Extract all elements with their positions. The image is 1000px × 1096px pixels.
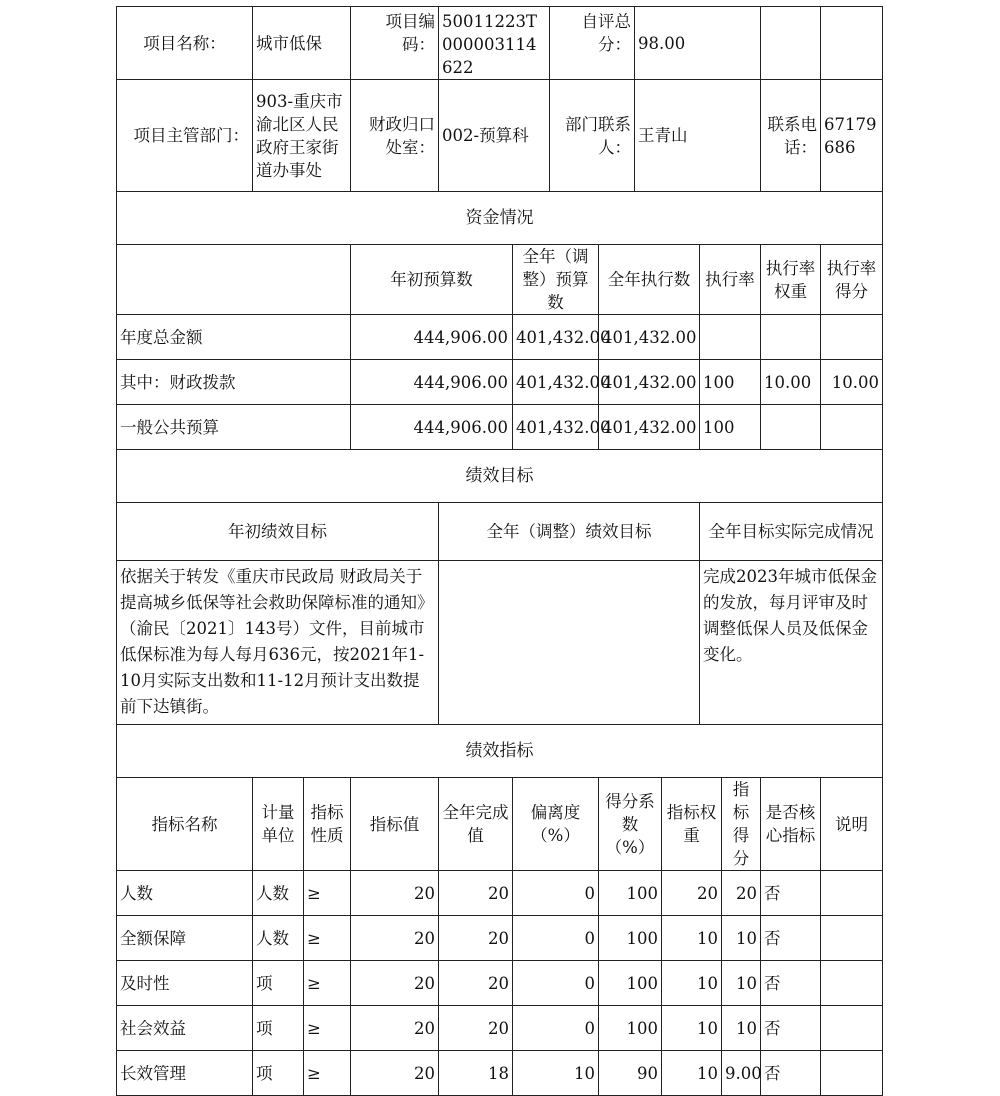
ind-unit: 项: [253, 1051, 304, 1096]
project-name-label: 项目名称：: [117, 7, 253, 80]
funds-section-title: 资金情况: [117, 192, 883, 245]
ind-coef: 90: [599, 1051, 662, 1096]
ind-target: 20: [351, 916, 439, 961]
goals-actual-text: 完成2023年城市低保金的发放，每月评审及时调整低保人员及低保金变化。: [700, 561, 883, 725]
ind-deviation: 0: [513, 916, 599, 961]
ind-header-target: 指标值: [351, 778, 439, 871]
ind-weight: 20: [662, 871, 722, 916]
ind-coef: 100: [599, 1006, 662, 1051]
ind-note: [821, 1051, 883, 1096]
ind-target: 20: [351, 1006, 439, 1051]
ind-nature: ≥: [304, 1051, 351, 1096]
phone-value: 67179686: [821, 80, 883, 192]
indicator-row: [117, 871, 883, 916]
project-name-value: 城市低保: [253, 7, 351, 80]
ind-header-nature: 指标性质: [304, 778, 351, 871]
funds-header-score: 执行率得分: [821, 245, 883, 315]
ind-core: 否: [761, 1051, 821, 1096]
ind-deviation: 0: [513, 1006, 599, 1051]
funds-weight: [761, 315, 821, 360]
funds-rate: [700, 315, 761, 360]
indicator-row: [117, 1006, 883, 1051]
funds-adjusted: 401,432.00: [513, 315, 599, 360]
ind-unit: 项: [253, 1006, 304, 1051]
ind-coef: 100: [599, 916, 662, 961]
ind-note: [821, 1006, 883, 1051]
self-score-value: 98.00: [635, 7, 761, 80]
empty-cell: [761, 7, 821, 80]
indicator-row: [117, 961, 883, 1006]
ind-unit: 项: [253, 961, 304, 1006]
ind-nature: ≥: [304, 1006, 351, 1051]
indicator-row: [117, 916, 883, 961]
phone-label: 联系电话：: [761, 80, 821, 192]
goals-header-adjusted: 全年（调整）绩效目标: [439, 503, 700, 561]
dept-label: 项目主管部门：: [117, 80, 253, 192]
funds-score: [821, 405, 883, 450]
funds-header-executed: 全年执行数: [599, 245, 700, 315]
funds-row-label: 一般公共预算: [117, 405, 351, 450]
funds-adjusted: 401,432.00: [513, 405, 599, 450]
finance-office-label: 财政归口处室：: [351, 80, 439, 192]
ind-name: 全额保障: [117, 916, 253, 961]
ind-header-note: 说明: [821, 778, 883, 871]
ind-header-coef: 得分系数（%）: [599, 778, 662, 871]
ind-completed: 20: [439, 1006, 513, 1051]
ind-core: 否: [761, 961, 821, 1006]
ind-header-deviation: 偏离度（%）: [513, 778, 599, 871]
ind-header-score: 指标得分: [722, 778, 761, 871]
ind-deviation: 10: [513, 1051, 599, 1096]
ind-name: 长效管理: [117, 1051, 253, 1096]
ind-score: 9.00: [722, 1051, 761, 1096]
funds-initial: 444,906.00: [351, 405, 513, 450]
funds-executed: 401,432.00: [599, 360, 700, 405]
ind-note: [821, 916, 883, 961]
ind-target: 20: [351, 961, 439, 1006]
funds-rate: 100: [700, 360, 761, 405]
finance-office-value: 002-预算科: [439, 80, 550, 192]
funds-weight: 10.00: [761, 360, 821, 405]
ind-core: 否: [761, 916, 821, 961]
ind-completed: 20: [439, 871, 513, 916]
ind-name: 社会效益: [117, 1006, 253, 1051]
funds-weight: [761, 405, 821, 450]
ind-score: 10: [722, 961, 761, 1006]
ind-header-name: 指标名称: [117, 778, 253, 871]
indicators-section-title: 绩效指标: [117, 725, 883, 778]
funds-row: [117, 405, 883, 450]
ind-note: [821, 871, 883, 916]
ind-target: 20: [351, 871, 439, 916]
contact-value: 王青山: [635, 80, 761, 192]
ind-score: 20: [722, 871, 761, 916]
funds-header-adjusted: 全年（调整）预算数: [513, 245, 599, 315]
ind-weight: 10: [662, 961, 722, 1006]
ind-core: 否: [761, 871, 821, 916]
ind-name: 及时性: [117, 961, 253, 1006]
ind-header-core: 是否核心指标: [761, 778, 821, 871]
funds-rate: 100: [700, 405, 761, 450]
funds-row: [117, 315, 883, 360]
ind-weight: 10: [662, 1051, 722, 1096]
ind-core: 否: [761, 1006, 821, 1051]
ind-target: 20: [351, 1051, 439, 1096]
funds-initial: 444,906.00: [351, 360, 513, 405]
funds-row: [117, 360, 883, 405]
dept-value: 903-重庆市渝北区人民政府王家街道办事处: [253, 80, 351, 192]
ind-name: 人数: [117, 871, 253, 916]
goals-header-initial: 年初绩效目标: [117, 503, 439, 561]
ind-score: 10: [722, 916, 761, 961]
funds-score: [821, 315, 883, 360]
funds-adjusted: 401,432.00: [513, 360, 599, 405]
ind-weight: 10: [662, 916, 722, 961]
indicator-row: [117, 1051, 883, 1096]
ind-note: [821, 961, 883, 1006]
project-code-value: 50011223T000003114622: [439, 7, 550, 80]
project-code-label: 项目编码：: [351, 7, 439, 80]
funds-header-initial: 年初预算数: [351, 245, 513, 315]
ind-coef: 100: [599, 871, 662, 916]
ind-nature: ≥: [304, 871, 351, 916]
ind-score: 10: [722, 1006, 761, 1051]
ind-completed: 20: [439, 961, 513, 1006]
ind-unit: 人数: [253, 916, 304, 961]
funds-score: 10.00: [821, 360, 883, 405]
goals-header-actual: 全年目标实际完成情况: [700, 503, 883, 561]
empty-cell: [821, 7, 883, 80]
ind-header-completed: 全年完成值: [439, 778, 513, 871]
self-evaluation-table: [116, 6, 883, 1096]
funds-executed: 401,432.00: [599, 315, 700, 360]
ind-weight: 10: [662, 1006, 722, 1051]
ind-unit: 人数: [253, 871, 304, 916]
goals-initial-text: 依据关于转发《重庆市民政局 财政局关于提高城乡低保等社会救助保障标准的通知》（渝民〔2021〕143号）文件，目前城市低保标准为每人每月636元，按2021年1-10月实际支出数和11-12月预计支出数提前下达镇街。: [117, 561, 439, 725]
empty-cell: [117, 245, 351, 315]
ind-completed: 18: [439, 1051, 513, 1096]
ind-deviation: 0: [513, 871, 599, 916]
funds-row-label: 年度总金额: [117, 315, 351, 360]
ind-header-unit: 计量单位: [253, 778, 304, 871]
ind-coef: 100: [599, 961, 662, 1006]
funds-initial: 444,906.00: [351, 315, 513, 360]
funds-header-rate: 执行率: [700, 245, 761, 315]
ind-nature: ≥: [304, 916, 351, 961]
goals-adjusted-text: [439, 561, 700, 725]
goals-section-title: 绩效目标: [117, 450, 883, 503]
funds-executed: 401,432.00: [599, 405, 700, 450]
ind-header-weight: 指标权重: [662, 778, 722, 871]
ind-nature: ≥: [304, 961, 351, 1006]
contact-label: 部门联系人：: [550, 80, 635, 192]
ind-completed: 20: [439, 916, 513, 961]
funds-header-weight: 执行率权重: [761, 245, 821, 315]
ind-deviation: 0: [513, 961, 599, 1006]
self-score-label: 自评总分：: [550, 7, 635, 80]
funds-row-label: 其中：财政拨款: [117, 360, 351, 405]
